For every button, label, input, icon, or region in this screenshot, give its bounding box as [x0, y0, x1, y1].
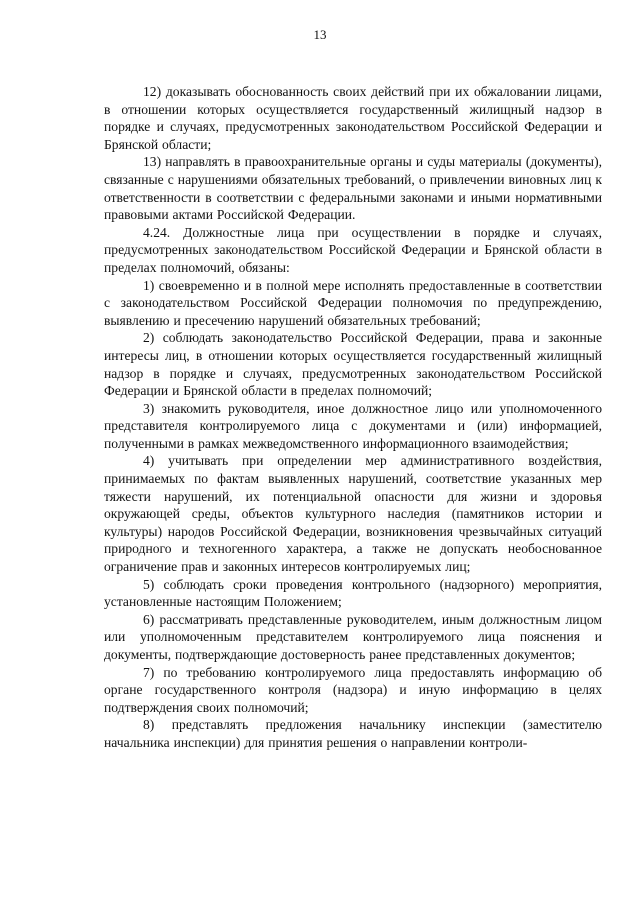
- paragraph-duty-1: 1) своевременно и в полной мере исполнять предоставленные в соответствии с законодательством Российской Федерации полномочия по предупреждению, выявлению и пресечению нарушений обязательных требований;: [104, 277, 602, 328]
- paragraph-section-4-24: 4.24. Должностные лица при осуществлении в порядке и случаях, предусмотренных законодательством Российской Федерации и Брянской области в пределах полномочий, обязаны:: [104, 224, 602, 275]
- paragraph-duty-8: 8) представлять предложения начальнику инспекции (заместителю начальника инспекции) для принятия решения о направлении контроли-: [104, 717, 602, 750]
- paragraph-duty-5: 5) соблюдать сроки проведения контрольного (надзорного) мероприятия, установленные настоящим Положением;: [104, 576, 602, 610]
- paragraph-duty-6: 6) рассматривать представленные руководителем, иным должностным лицом или уполномоченным представителем контролируемого лица пояснения и документы, подтверждающие достоверность ранее представленных документов;: [104, 611, 602, 662]
- paragraph-duty-7: 7) по требованию контролируемого лица предоставлять информацию об органе государственного контроля (надзора) и иную информацию в целях подтверждения своих полномочий;: [104, 664, 602, 715]
- paragraph-duty-2: 2) соблюдать законодательство Российской Федерации, права и законные интересы лиц, в отношении которых осуществляется государственный жилищный надзор в порядке и случаях, предусмотренных законодательством Российской Федерации и Брянской области в пределах полномочий;: [104, 330, 602, 399]
- paragraph-duty-3: 3) знакомить руководителя, иное должностное лицо или уполномоченного представителя контролируемого лица с документами и (или) информацией, полученными в рамках межведомственного информационного взаимодействия;: [104, 400, 602, 451]
- paragraph-duty-4: 4) учитывать при определении мер административного воздействия, принимаемых по фактам выявленных нарушений, соответствие указанных мер тяжести нарушений, их потенциальной опасности для жизни и здоровья окружающей среды, объектов культурного наследия (памятников истории и культуры) народов Российской Федерации, возникновения чрезвычайных ситуаций природного и техногенного характера, а также не допускать необоснованное ограничение прав и законных интересов контролируемых лиц;: [104, 453, 602, 575]
- paragraph-item-12: 12) доказывать обоснованность своих действий при их обжаловании лицами, в отношении которых осуществляется государственный жилищный надзор в порядке и случаях, предусмотренных законодательством Российской Федерации и Брянской области;: [104, 84, 602, 152]
- page-number: 13: [313, 27, 327, 42]
- document-body: [104, 83, 602, 752]
- paragraph-item-13: 13) направлять в правоохранительные органы и суды материалы (документы), связанные с нарушениями обязательных требований, о привлечении виновных лиц к ответственности в соответствии с федеральными законами и иными нормативными правовыми актами Российской Федерации.: [104, 154, 602, 223]
